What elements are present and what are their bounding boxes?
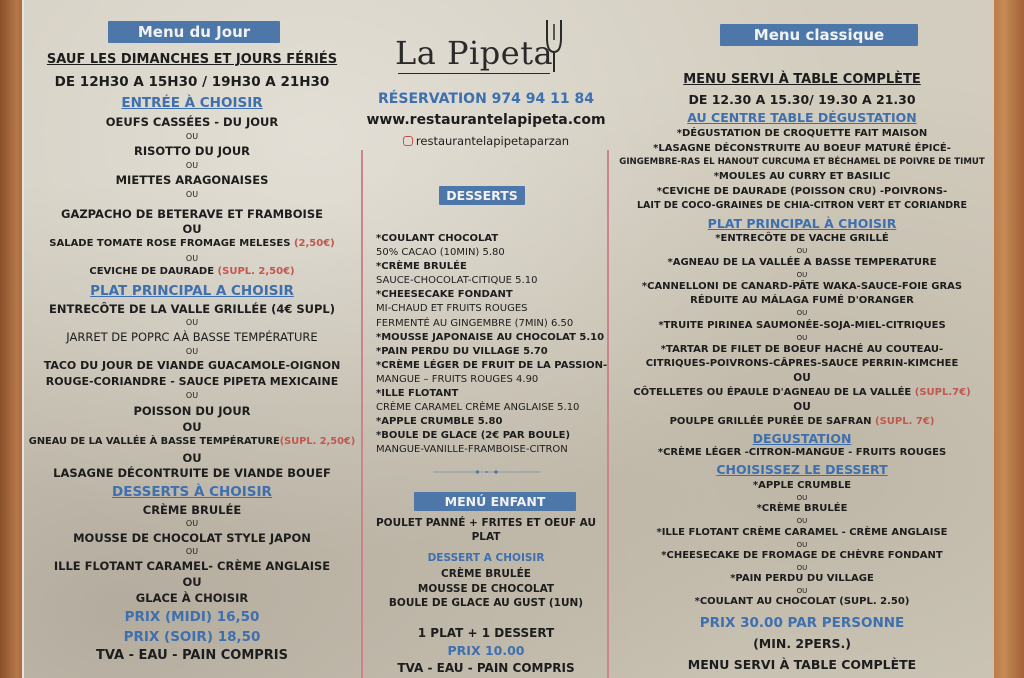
entree-item-ceviche-supplement: (SUPL. 2,50€) xyxy=(217,266,295,277)
classic-dessert-item: *PAIN PERDU DU VILLAGE xyxy=(730,573,874,584)
dessert-line: *CRÈME LÉGER DE FRUIT DE LA PASSION- xyxy=(376,359,608,371)
classic-footer-note: MENU SERVI À TABLE COMPLÈTE xyxy=(687,657,917,672)
entree-item-salade-supplement: (2,50€) xyxy=(293,238,335,249)
kids-included-note: TVA - EAU - PAIN COMPRIS xyxy=(397,661,575,675)
classic-plat-item: *TARTAR DE FILET DE BOEUF HACHÉ AU COUTEAU- xyxy=(660,344,944,355)
entree-section-title: ENTRÉE À CHOISIR xyxy=(121,95,263,111)
classic-dessert-item: *CHEESECAKE DE FROMAGE DE CHÈVRE FONDANT xyxy=(661,550,943,561)
kids-dessert-item: CRÈME BRULÉE xyxy=(441,568,531,580)
service-hours: DE 12H30 A 15H30 / 19H30 A 21H30 xyxy=(54,74,330,90)
dessert-line: MANGUE – FRUITS ROUGES 4.90 xyxy=(376,373,539,385)
or-separator: OU xyxy=(185,391,199,400)
classic-plat-item-agneau xyxy=(612,387,992,398)
classic-dessert-item: *ILLE FLOTANT CRÈME CARAMEL - CRÈME ANGLAISE xyxy=(656,527,948,538)
plat-item: JARRET DE POPRC AÀ BASSE TEMPÉRATURE xyxy=(66,330,318,344)
or-separator: OU xyxy=(796,247,808,255)
or-separator: OU xyxy=(796,334,808,342)
kids-plat: POULET PANNÉ + FRITES ET OEUF AU xyxy=(375,517,597,529)
classic-plat-item: *CANNELLONI DE CANARD-PÂTE WAKA-SAUCE-FOIE GRAS xyxy=(641,281,963,292)
table-service-note: MENU SERVI À TABLE COMPLÈTE xyxy=(683,72,921,87)
or-separator: OU xyxy=(796,309,808,317)
dessert-line: 50% CACAO (10MIN) 5.80 xyxy=(376,247,505,259)
price-lunch: PRIX (MIDI) 16,50 xyxy=(124,609,260,625)
classic-dessert-item: *CRÈME BRULÉE xyxy=(756,503,848,514)
except-days-note: SAUF LES DIMANCHES ET JOURS FÉRIÉS xyxy=(46,52,338,67)
tasting-item: *LASAGNE DÉCONSTRUITE AU BOEUF MATURÉ ÉPICÉ- xyxy=(653,143,951,154)
menu-du-jour-header: Menu du Jour xyxy=(108,21,280,43)
plat-item: POISSON DU JOUR xyxy=(133,404,251,418)
menu-classique-column xyxy=(612,0,992,678)
entree-item: OEUFS CASSÉES - DU JOUR xyxy=(105,115,279,129)
dessert-line: *MOUSSE JAPONAISE AU CHOCOLAT 5.10 xyxy=(376,331,605,343)
entree-item: RISOTTO DU JOUR xyxy=(133,144,251,158)
plat-item: ENTRECÔTE DE LA VALLE GRILLÉE (4€ SUPL) xyxy=(49,302,335,316)
or-separator: OU xyxy=(796,564,808,572)
or-separator: OU xyxy=(185,347,199,356)
classic-price: PRIX 30.00 PAR PERSONNE xyxy=(699,615,905,631)
classic-plat-section-title: PLAT PRINCIPAL À CHOISIR xyxy=(707,216,897,231)
entree-item: MIETTES ARAGONAISES xyxy=(115,173,269,187)
or-separator: OU xyxy=(793,401,811,413)
or-separator: OU xyxy=(182,222,202,236)
plat-item-agneau xyxy=(22,436,362,447)
plat-item-continued: ROUGE-CORIANDRE - SAUCE PIPETA MEXICAINE xyxy=(45,375,339,388)
dessert-line: MANGUE-VANILLE-FRAMBOISE-CITRON xyxy=(376,444,568,456)
dessert-item: GLACE À CHOISIR xyxy=(135,591,249,605)
or-separator: OU xyxy=(185,161,199,170)
plat-section-title: PLAT PRINCIPAL A CHOISIR xyxy=(90,283,294,299)
dessert-line: *BOULE DE GLACE (2€ PAR BOULE) xyxy=(376,430,571,442)
classic-plat-item-poulpe-name: POULPE GRILLÉE PURÉE DE SAFRAN xyxy=(669,416,872,427)
kids-plat-continued: PLAT xyxy=(471,531,501,543)
dessert-item: ILLE FLOTANT CARAMEL- CRÈME ANGLAISE xyxy=(53,559,331,573)
classic-dessert-item: *APPLE CRUMBLE xyxy=(752,480,852,491)
price-dinner: PRIX (SOIR) 18,50 xyxy=(123,629,261,645)
or-separator: OU xyxy=(796,587,808,595)
classic-dessert-item: *COULANT AU CHOCOLAT (SUPL. 2.50) xyxy=(694,596,910,607)
dessert-line: *APPLE CRUMBLE 5.80 xyxy=(376,416,503,428)
degustation-title: DEGUSTATION xyxy=(752,431,852,446)
menu-classique-header: Menu classique xyxy=(720,24,918,46)
tasting-item-continued: LAIT DE COCO-GRAINES DE CHIA-CITRON VERT ET CORIANDRE xyxy=(637,200,967,211)
tasting-item: *MOULES AU CURRY ET BASILIC xyxy=(713,171,891,182)
or-separator: OU xyxy=(185,547,199,556)
dessert-line: MI-CHAUD ET FRUITS ROUGES xyxy=(376,303,528,315)
plat-item: LASAGNE DÉCONTRUITE DE VIANDE BOUEF xyxy=(53,466,331,480)
kids-formula: 1 PLAT + 1 DESSERT xyxy=(417,626,555,640)
entree-item-salade xyxy=(22,238,362,249)
or-separator: OU xyxy=(796,541,808,549)
plat-item: TACO DU JOUR DE VIANDE GUACAMOLE-OIGNON xyxy=(43,359,341,372)
dessert-line: *CHEESECAKE FONDANT xyxy=(376,289,513,301)
included-note: TVA - EAU - PAIN COMPRIS xyxy=(95,648,288,663)
or-separator: OU xyxy=(185,190,199,199)
dessert-line: SAUCE-CHOCOLAT-CITIQUE 5.10 xyxy=(376,275,538,287)
classic-plat-item-poulpe-supplement: (SUPL. 7€) xyxy=(875,416,935,427)
kids-dessert-title: DESSERT A CHOISIR xyxy=(427,552,545,564)
dessert-line: *PAIN PERDU DU VILLAGE 5.70 xyxy=(376,345,548,357)
dessert-line: FERMENTÉ AU GINGEMBRE (7MIN) 6.50 xyxy=(376,317,574,329)
dessert-item: MOUSSE DE CHOCOLAT STYLE JAPON xyxy=(73,531,311,545)
entree-item: GAZPACHO DE BETERAVE ET FRAMBOISE xyxy=(61,207,323,221)
degustation-item: *CRÈME LÉGER -CITRON-MANGUE - FRUITS ROUGES xyxy=(657,447,947,458)
or-separator: OU xyxy=(185,519,199,528)
or-separator: OU xyxy=(185,318,199,327)
dessert-line: *ILLE FLOTANT xyxy=(376,388,459,400)
kids-dessert-item: BOULE DE GLACE AU GUST (1UN) xyxy=(388,597,584,609)
kids-price: PRIX 10.00 xyxy=(447,643,525,658)
or-separator: OU xyxy=(182,451,202,465)
tasting-item: *DÉGUSTATION DE CROQUETTE FAIT MAISON xyxy=(676,128,928,139)
or-separator: OU xyxy=(185,254,199,263)
dessert-line: *COULANT CHOCOLAT xyxy=(376,233,499,244)
or-separator: OU xyxy=(796,517,808,525)
or-separator: OU xyxy=(182,420,202,434)
entree-item-ceviche-name: CEVICHE DE DAURADE xyxy=(89,266,215,277)
or-separator: OU xyxy=(796,494,808,502)
choose-dessert-title: CHOISISSEZ LE DESSERT xyxy=(716,462,888,477)
website-url: www.restaurantelapipeta.com xyxy=(366,112,606,128)
entree-item-salade-name: SALADE TOMATE ROSE FROMAGE MELESES xyxy=(49,238,291,249)
dessert-section-title: DESSERTS À CHOISIR xyxy=(112,484,272,500)
dessert-line: *CRÈME BRULÉE xyxy=(376,261,467,273)
tasting-section-title: AU CENTRE TABLE DÉGUSTATION xyxy=(687,110,917,125)
tasting-item: *CEVICHE DE DAURADE (POISSON CRU) -POIVRONS- xyxy=(656,186,948,197)
classic-min-persons: (MIN. 2PERS.) xyxy=(753,636,851,651)
reservation-phone: RÉSERVATION 974 94 11 84 xyxy=(378,91,594,107)
menu-enfant-section xyxy=(362,0,610,678)
dessert-item: CRÈME BRULÉE xyxy=(142,503,242,517)
classic-plat-item-poulpe xyxy=(612,416,992,427)
entree-item-ceviche xyxy=(22,266,362,277)
instagram-handle-text: restaurantelapipetaparzan xyxy=(415,134,570,148)
classic-plat-item-agneau-name: CÔTELLETES OU ÉPAULE D'AGNEAU DE LA VALLÉE xyxy=(633,387,912,398)
restaurant-logo-text: La Pipeta xyxy=(395,34,554,72)
dessert-line: CRÈME CARAMEL CRÈME ANGLAISE 5.10 xyxy=(376,402,580,414)
classic-plat-item: *ENTRECÔTE DE VACHE GRILLÉ xyxy=(715,233,889,244)
classic-plat-item-continued: CITRIQUES-POIVRONS-CÂPRES-SAUCE PERRIN-KIMCHEE xyxy=(645,358,959,369)
classic-plat-item: *TRUITE PIRINEA SAUMONÉE-SOJA-MIEL-CITRIQUES xyxy=(658,320,946,331)
or-separator: OU xyxy=(796,271,808,279)
or-separator: OU xyxy=(185,132,199,141)
classic-service-hours: DE 12.30 A 15.30/ 19.30 A 21.30 xyxy=(688,92,916,107)
menu-du-jour-column xyxy=(22,0,362,678)
plat-item-agneau-supplement: (SUPL. 2,50€) xyxy=(279,436,356,447)
or-separator: OU xyxy=(793,372,811,384)
kids-dessert-item: MOUSSE DE CHOCOLAT xyxy=(417,583,555,595)
tasting-item-continued: GINGEMBRE-RAS EL HANOUT CURCUMA ET BÉCHAMEL DE POIVRE DE TIMUT xyxy=(619,157,985,167)
or-separator: OU xyxy=(182,575,202,589)
classic-plat-item: *AGNEAU DE LA VALLÉE A BASSE TEMPERATURE xyxy=(667,257,937,268)
classic-plat-item-agneau-supplement: (SUPL.7€) xyxy=(914,387,971,398)
classic-plat-item-continued: RÉDUITE AU MÁLAGA FUMÉ D'ORANGER xyxy=(690,295,914,306)
plat-item-agneau-name: GNEAU DE LA VALLÉE À BASSE TEMPÉRATURE xyxy=(28,436,280,447)
desserts-header: DESSERTS xyxy=(439,186,525,205)
menu-enfant-header: MENÚ ENFANT xyxy=(414,492,576,511)
